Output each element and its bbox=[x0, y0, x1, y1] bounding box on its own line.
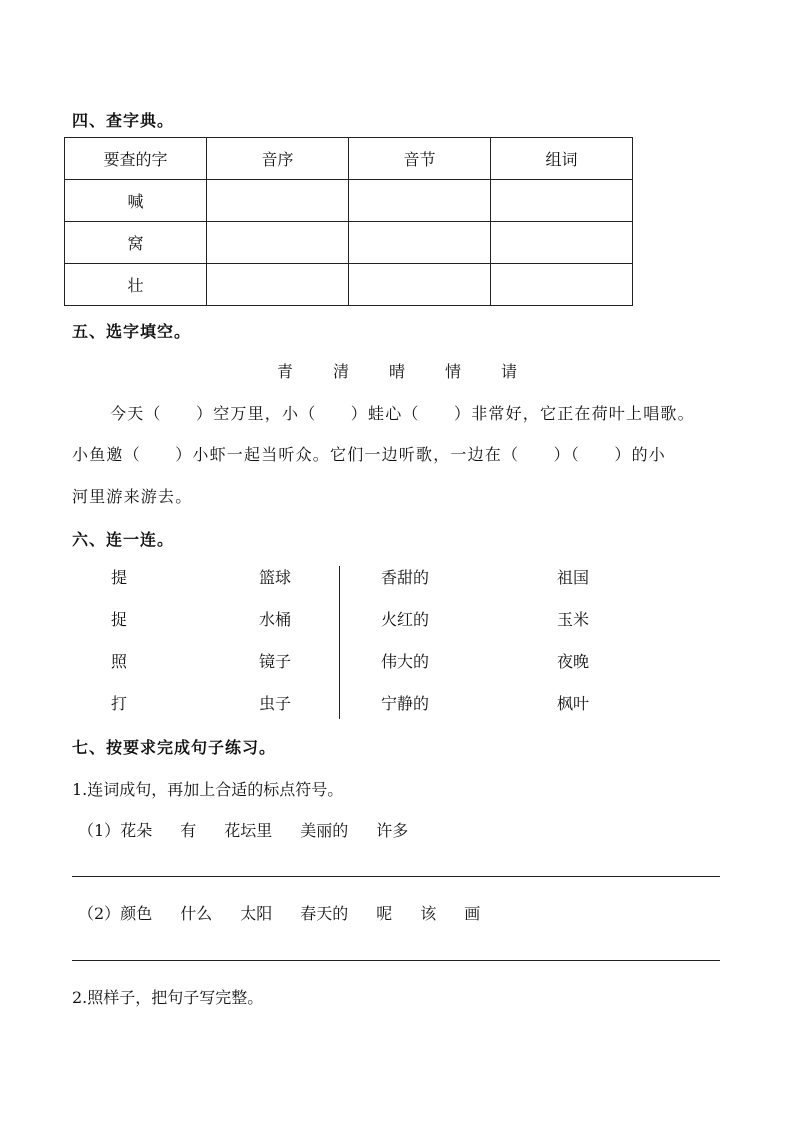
match-item[interactable]: 提 bbox=[111, 568, 128, 587]
section6-title: 六、连一连。 bbox=[72, 530, 175, 549]
table-header-row bbox=[65, 138, 633, 180]
section5-title: 五、选字填空。 bbox=[72, 322, 192, 341]
dictionary-table bbox=[64, 137, 633, 306]
match-item[interactable]: 捉 bbox=[111, 610, 128, 629]
match-item[interactable]: 虫子 bbox=[259, 694, 292, 713]
table-header: 音节 bbox=[349, 138, 491, 180]
match-column-adjectives bbox=[381, 568, 429, 736]
item-label: （2） bbox=[78, 904, 121, 923]
choice-char: 请 bbox=[501, 362, 518, 381]
table-cell-blank[interactable] bbox=[349, 180, 491, 222]
choice-characters bbox=[277, 359, 557, 382]
table-row bbox=[65, 222, 633, 264]
match-item[interactable]: 照 bbox=[111, 652, 128, 671]
choice-char: 清 bbox=[333, 362, 350, 381]
section7-title: 七、按要求完成句子练习。 bbox=[72, 738, 277, 757]
question-2: 2.照样子，把句子写完整。 bbox=[72, 988, 264, 1007]
match-item[interactable]: 水桶 bbox=[259, 610, 292, 629]
question-1: 1.连词成句，再加上合适的标点符号。 bbox=[72, 780, 344, 799]
match-item[interactable]: 宁静的 bbox=[381, 694, 430, 713]
table-row bbox=[65, 180, 633, 222]
match-item[interactable]: 火红的 bbox=[381, 610, 430, 629]
match-item[interactable]: 祖国 bbox=[557, 568, 590, 587]
match-column-objects bbox=[557, 568, 589, 736]
scrambled-word: 该 bbox=[420, 904, 437, 923]
choice-char: 青 bbox=[277, 362, 294, 381]
table-cell-blank[interactable] bbox=[349, 222, 491, 264]
match-item[interactable]: 篮球 bbox=[259, 568, 292, 587]
scrambled-word: 太阳 bbox=[240, 904, 273, 923]
table-cell-char: 喊 bbox=[65, 180, 207, 222]
paragraph-line-3: 河里游来游去。 bbox=[72, 487, 193, 506]
table-cell-blank[interactable] bbox=[207, 264, 349, 306]
choice-char: 晴 bbox=[389, 362, 406, 381]
match-column-nouns bbox=[259, 568, 291, 736]
scrambled-word: 花朵 bbox=[120, 821, 153, 840]
answer-line[interactable] bbox=[72, 960, 720, 961]
match-column-verbs bbox=[111, 568, 127, 736]
paragraph-line-2: 小鱼邀（ ）小虾一起当听众。它们一边听歌，一边在（ ）（ ）的小 bbox=[72, 445, 667, 464]
scrambled-word: 呢 bbox=[376, 904, 393, 923]
match-item[interactable]: 玉米 bbox=[557, 610, 590, 629]
scrambled-word: 有 bbox=[180, 821, 197, 840]
table-cell-blank[interactable] bbox=[349, 264, 491, 306]
match-item[interactable]: 打 bbox=[111, 694, 128, 713]
section4-title: 四、查字典。 bbox=[72, 111, 175, 130]
match-item[interactable]: 枫叶 bbox=[557, 694, 590, 713]
match-item[interactable]: 伟大的 bbox=[381, 652, 430, 671]
table-cell-char: 窝 bbox=[65, 222, 207, 264]
scrambled-word: 春天的 bbox=[300, 904, 349, 923]
match-item[interactable]: 镜子 bbox=[259, 652, 292, 671]
match-item[interactable]: 香甜的 bbox=[381, 568, 430, 587]
table-row bbox=[65, 264, 633, 306]
scrambled-word: 许多 bbox=[376, 821, 409, 840]
table-cell-char: 壮 bbox=[65, 264, 207, 306]
table-cell-blank[interactable] bbox=[491, 264, 633, 306]
answer-line[interactable] bbox=[72, 876, 720, 877]
table-cell-blank[interactable] bbox=[207, 180, 349, 222]
table-cell-blank[interactable] bbox=[491, 222, 633, 264]
paragraph-line-1: 今天（ ）空万里，小（ ）蛙心（ ）非常好，它正在荷叶上唱歌。 bbox=[110, 404, 695, 423]
table-header: 音序 bbox=[207, 138, 349, 180]
item-label: （1） bbox=[78, 821, 121, 840]
scrambled-word: 美丽的 bbox=[300, 821, 349, 840]
scrambled-word: 颜色 bbox=[120, 904, 153, 923]
word-row-2 bbox=[78, 901, 508, 924]
scrambled-word: 什么 bbox=[180, 904, 213, 923]
column-divider bbox=[339, 566, 340, 719]
scrambled-word: 画 bbox=[464, 904, 481, 923]
table-header: 要查的字 bbox=[65, 138, 207, 180]
table-cell-blank[interactable] bbox=[491, 180, 633, 222]
word-row-1 bbox=[78, 818, 436, 841]
table-cell-blank[interactable] bbox=[207, 222, 349, 264]
table-header: 组词 bbox=[491, 138, 633, 180]
choice-char: 情 bbox=[445, 362, 462, 381]
match-item[interactable]: 夜晚 bbox=[557, 652, 590, 671]
scrambled-word: 花坛里 bbox=[224, 821, 273, 840]
